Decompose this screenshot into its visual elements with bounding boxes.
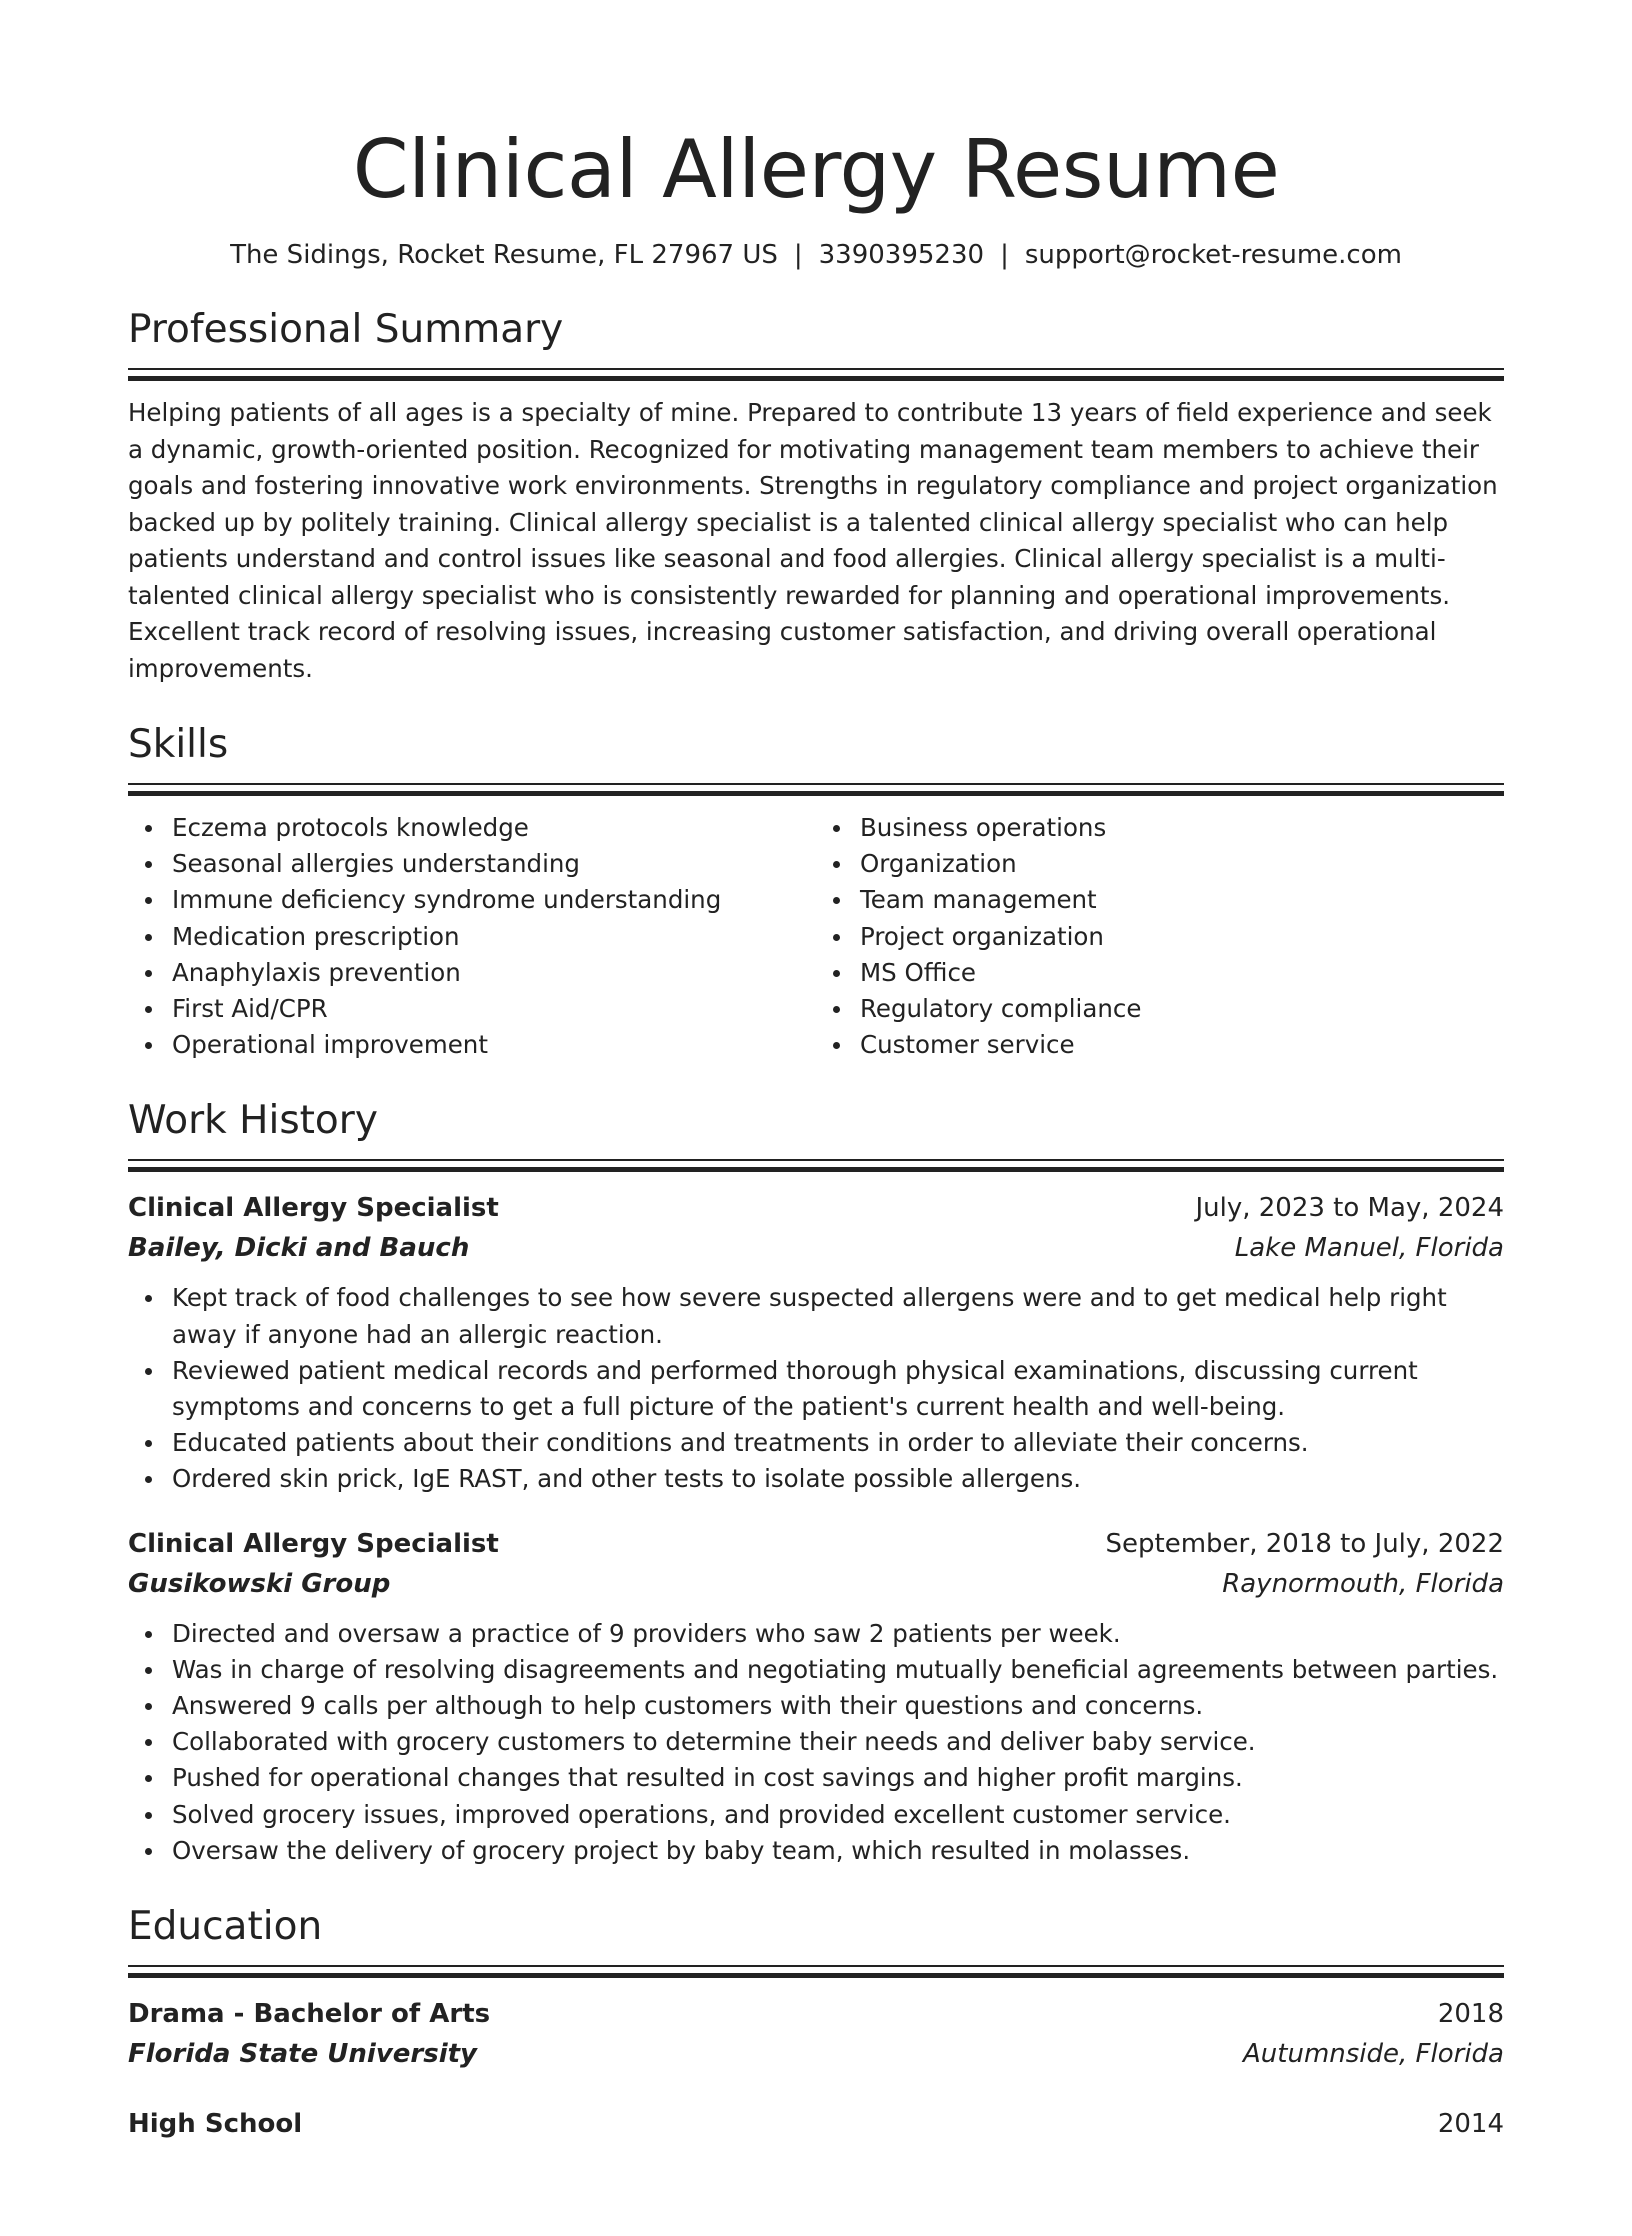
job-header [128,1188,1504,1228]
section-divider [128,368,1504,381]
skill-item: Regulatory compliance [816,991,1504,1027]
skill-item: Medication prescription [128,919,816,955]
job-bullet: Solved grocery issues, improved operations, and provided excellent customer service. [128,1797,1504,1833]
job-location: Raynormouth, Florida [1222,1568,1504,1599]
skill-item: First Aid/CPR [128,991,816,1027]
contact-separator: | [793,240,803,270]
skill-item: MS Office [816,955,1504,991]
section-heading: Work History [128,1098,378,1144]
skills-left-column [128,810,816,1063]
section-divider [128,783,1504,796]
job-subheader [128,1564,1504,1604]
education-location: Autumnside, Florida [1243,2039,1504,2070]
contact-email: support@rocket-resume.com [1024,240,1402,270]
skills-columns [128,810,1504,1063]
job-bullet: Oversaw the delivery of grocery project by baby team, which resulted in molasses. [128,1833,1504,1869]
job-bullet: Reviewed patient medical records and performed thorough physical examinations, discussing current symptoms and concerns to get a full picture of the patient's current health and well-being. [128,1353,1504,1425]
skill-item: Organization [816,846,1504,882]
education-entry [128,1994,1504,2074]
skill-item: Seasonal allergies understanding [128,846,816,882]
contact-phone: 3390395230 [818,240,985,270]
resume-title: Clinical Allergy Resume [352,123,1280,216]
section-heading: Professional Summary [128,307,564,352]
contact-separator: | [1000,240,1009,270]
education-degree: High School [128,2109,303,2140]
job-company: Gusikowski Group [128,1568,391,1599]
section-heading: Education [128,1904,323,1950]
job-header [128,1524,1504,1564]
skills-right-column [816,810,1504,1063]
job-title: Clinical Allergy Specialist [128,1193,499,1224]
education-header [128,2104,1504,2144]
job-entry [128,1188,1504,1497]
job-bullet: Kept track of food challenges to see how severe suspected allergens were and to get medical help right away if anyone had an allergic reaction. [128,1280,1504,1352]
job-bullet: Directed and oversaw a practice of 9 providers who saw 2 patients per week. [128,1616,1504,1652]
education-entry [128,2104,1504,2144]
job-bullet: Was in charge of resolving disagreements and negotiating mutually beneficial agreements between parties. [128,1652,1504,1688]
education-subheader [128,2034,1504,2074]
job-bullets [128,1616,1504,1869]
skill-item: Immune deficiency syndrome understanding [128,882,816,918]
work-history-section [128,1097,1504,1869]
contact-address: The Sidings, Rocket Resume, FL 27967 US [230,240,778,270]
skill-item: Eczema protocols knowledge [128,810,816,846]
skill-item: Customer service [816,1027,1504,1063]
summary-section [128,306,1504,687]
education-year: 2018 [1437,1999,1504,2030]
job-dates: July, 2023 to May, 2024 [1195,1193,1504,1224]
skill-item: Operational improvement [128,1027,816,1063]
job-bullet: Educated patients about their conditions and treatments in order to alleviate their concerns. [128,1425,1504,1461]
job-subheader [128,1228,1504,1268]
job-company: Bailey, Dicki and Bauch [128,1233,470,1264]
section-divider [128,1965,1504,1978]
job-bullet: Pushed for operational changes that resulted in cost savings and higher profit margins. [128,1760,1504,1796]
education-school: Florida State University [128,2039,477,2070]
skill-item: Team management [816,882,1504,918]
resume-page [0,124,1632,2236]
job-dates: September, 2018 to July, 2022 [1105,1528,1504,1559]
education-section [128,1903,1504,2144]
education-degree: Drama - Bachelor of Arts [128,1999,491,2030]
skills-section [128,721,1504,1063]
job-location: Lake Manuel, Florida [1234,1233,1504,1264]
job-bullet: Answered 9 calls per although to help customers with their questions and concerns. [128,1688,1504,1724]
job-title: Clinical Allergy Specialist [128,1528,499,1559]
skill-item: Business operations [816,810,1504,846]
job-bullets [128,1280,1504,1497]
skill-item: Project organization [816,919,1504,955]
skill-item: Anaphylaxis prevention [128,955,816,991]
job-entry [128,1524,1504,1869]
section-heading: Skills [128,722,229,767]
education-header [128,1994,1504,2034]
summary-text: Helping patients of all ages is a specialty of mine. Prepared to contribute 13 years of field experience and seek a dynamic, growth-oriented position. Recognized for motivating management team members to achieve their goals and fostering innovative work environments. Strengths in regulatory compliance and project organization backed up by politely training. Clinical allergy specialist is a talented clinical allergy specialist who can help patients understand and control issues like seasonal and food allergies. Clinical allergy specialist is a multi-talented clinical allergy specialist who is consistently rewarded for planning and operational improvements. Excellent track record of resolving issues, increasing customer satisfaction, and driving overall operational improvements. [128,398,1498,683]
education-year: 2014 [1437,2109,1504,2140]
job-bullet: Ordered skin prick, IgE RAST, and other tests to isolate possible allergens. [128,1461,1504,1497]
job-bullet: Collaborated with grocery customers to determine their needs and deliver baby service. [128,1724,1504,1760]
contact-line [128,238,1504,272]
section-divider [128,1159,1504,1172]
